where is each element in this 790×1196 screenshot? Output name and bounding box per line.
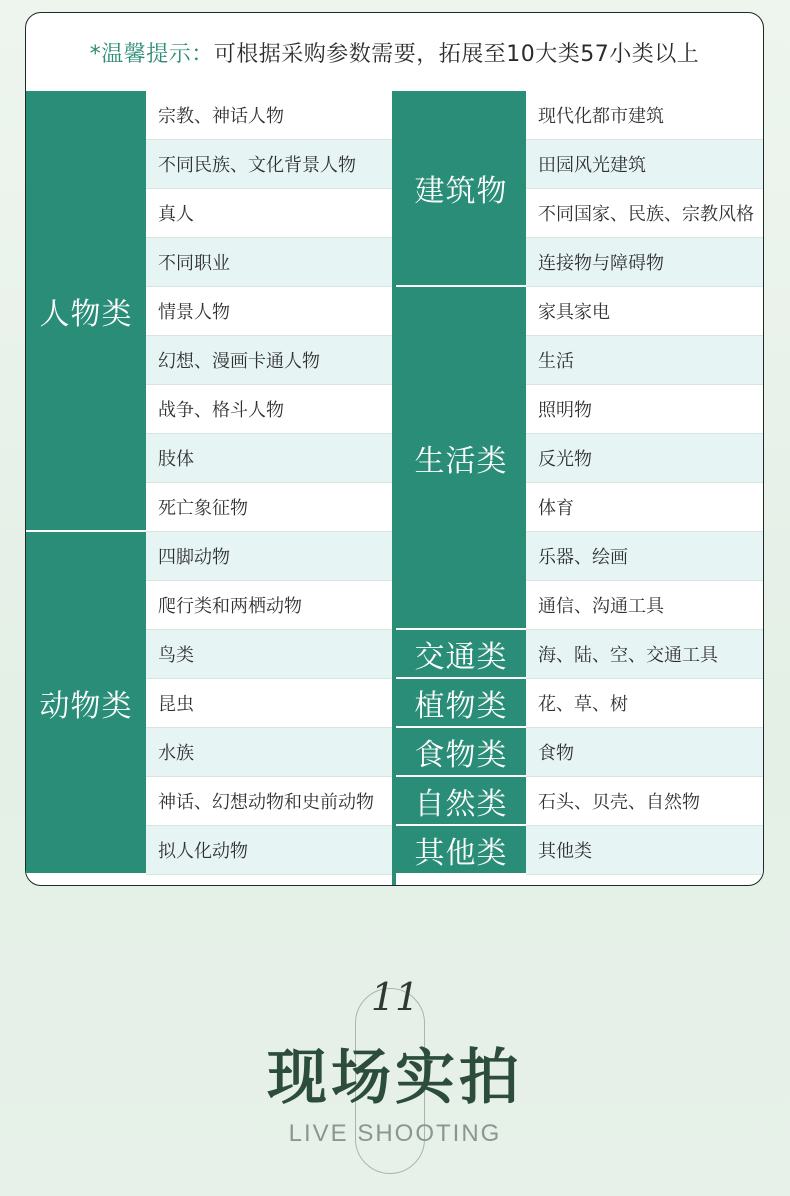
category-right-6: 其他类 [396, 826, 526, 875]
category-item: 海、陆、空、交通工具 [526, 630, 763, 679]
category-right-4: 食物类 [396, 728, 526, 777]
category-item: 乐器、绘画 [526, 532, 763, 581]
category-item: 昆虫 [146, 679, 392, 728]
category-right-2: 交通类 [396, 630, 526, 679]
section-title: 现场实拍 [267, 1043, 523, 1113]
category-item: 不同职业 [146, 238, 392, 287]
category-item: 不同民族、文化背景人物 [146, 140, 392, 189]
category-item: 连接物与障碍物 [526, 238, 763, 287]
category-item: 通信、沟通工具 [526, 581, 763, 630]
category-item: 宗教、神话人物 [146, 91, 392, 140]
category-item: 反光物 [526, 434, 763, 483]
category-left-1: 动物类 [26, 532, 146, 875]
category-item: 情景人物 [146, 287, 392, 336]
section-subtitle: LIVE SHOOTING [288, 1120, 502, 1147]
category-right-3: 植物类 [396, 679, 526, 728]
category-right-5: 自然类 [396, 777, 526, 826]
category-item: 爬行类和两栖动物 [146, 581, 392, 630]
category-item: 食物 [526, 728, 763, 777]
category-item: 生活 [526, 336, 763, 385]
category-item: 家具家电 [526, 287, 763, 336]
category-right-1: 生活类 [396, 287, 526, 630]
section-number: 11 [370, 975, 420, 1019]
tip-lead: *温馨提示： [89, 41, 214, 67]
category-item: 不同国家、民族、宗教风格 [526, 189, 763, 238]
column-divider [392, 91, 396, 885]
category-item: 神话、幻想动物和史前动物 [146, 777, 392, 826]
category-item: 田园风光建筑 [526, 140, 763, 189]
category-grid [26, 91, 763, 885]
category-item: 现代化都市建筑 [526, 91, 763, 140]
category-item: 幻想、漫画卡通人物 [146, 336, 392, 385]
category-item: 照明物 [526, 385, 763, 434]
category-table-card [25, 12, 764, 886]
category-left-0: 人物类 [26, 91, 146, 532]
category-item: 拟人化动物 [146, 826, 392, 875]
tip-text: 可根据采购参数需要，拓展至10大类57小类以上 [213, 41, 700, 67]
category-item: 体育 [526, 483, 763, 532]
category-item: 战争、格斗人物 [146, 385, 392, 434]
tip-banner [26, 13, 763, 92]
category-item: 鸟类 [146, 630, 392, 679]
category-item: 肢体 [146, 434, 392, 483]
category-item: 其他类 [526, 826, 763, 875]
category-item: 四脚动物 [146, 532, 392, 581]
category-item: 花、草、树 [526, 679, 763, 728]
category-item: 死亡象征物 [146, 483, 392, 532]
category-item: 真人 [146, 189, 392, 238]
category-right-0: 建筑物 [396, 91, 526, 287]
category-item: 石头、贝壳、自然物 [526, 777, 763, 826]
category-item: 水族 [146, 728, 392, 777]
